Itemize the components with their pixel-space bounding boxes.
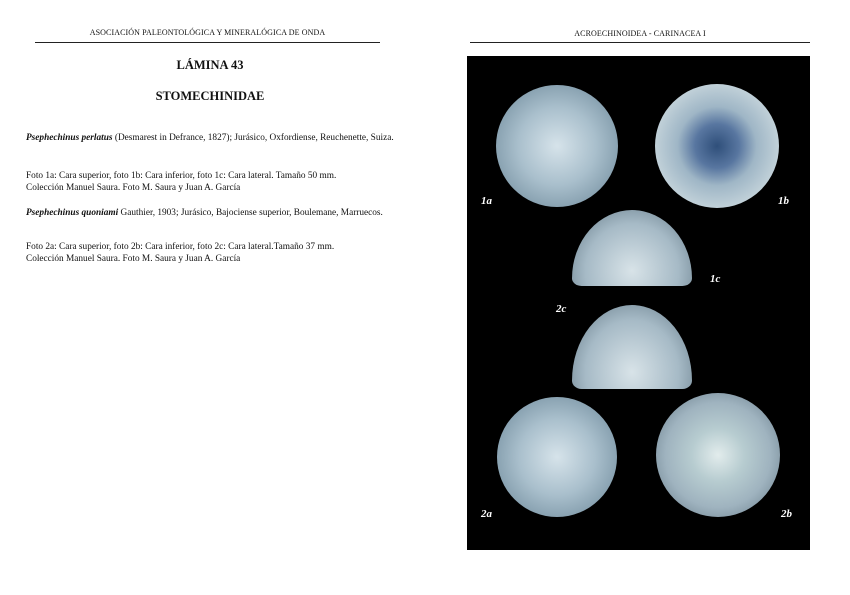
species-details: (Desmarest in Defrance, 1827); Jurásico, Oxfordiense, Reuchenette, Suiza.: [112, 133, 394, 143]
label-2a: 2a: [481, 508, 492, 520]
species-name: Psephechinus quoniami: [26, 208, 119, 218]
label-1a: 1a: [481, 195, 492, 207]
photo-desc: Foto 1a: Cara superior, foto 1b: Cara inferior, foto 1c: Cara lateral. Tamaño 50 mm.: [26, 171, 337, 181]
specimen-2a-photo: [497, 397, 617, 517]
label-2b: 2b: [781, 508, 792, 520]
photo-caption-1: [26, 170, 396, 194]
species-name: Psephechinus perlatus: [26, 133, 113, 143]
specimen-1c-photo: [572, 210, 692, 286]
specimen-1a-photo: [496, 85, 618, 207]
species-entry-2: [26, 207, 396, 219]
specimen-2b-photo: [656, 393, 780, 517]
label-1b: 1b: [778, 195, 789, 207]
photo-plate: [467, 56, 810, 550]
photo-desc: Foto 2a: Cara superior, foto 2b: Cara inferior, foto 2c: Cara lateral.Tamaño 37 mm.: [26, 242, 335, 252]
species-entry-1: [26, 132, 396, 144]
left-running-header: ASOCIACIÓN PALEONTOLÓGICA Y MINERALÓGICA DE ONDA: [89, 28, 326, 37]
specimen-2c-photo: [572, 305, 692, 389]
plate-title: LÁMINA 43: [176, 58, 244, 72]
header-rule: [470, 42, 810, 43]
label-1c: 1c: [710, 273, 721, 285]
specimen-1b-photo: [655, 84, 779, 208]
header-rule: [35, 42, 380, 43]
photo-credit: Colección Manuel Saura. Foto M. Saura y Juan A. García: [26, 254, 241, 264]
label-2c: 2c: [556, 303, 567, 315]
family-title: STOMECHINIDAE: [155, 89, 265, 103]
photo-credit: Colección Manuel Saura. Foto M. Saura y Juan A. García: [26, 183, 241, 193]
right-running-header: ACROECHINOIDEA - CARINACEA I: [574, 29, 706, 38]
species-details: Gauthier, 1903; Jurásico, Bajociense superior, Boulemane, Marruecos.: [118, 208, 383, 218]
photo-caption-2: [26, 241, 396, 265]
